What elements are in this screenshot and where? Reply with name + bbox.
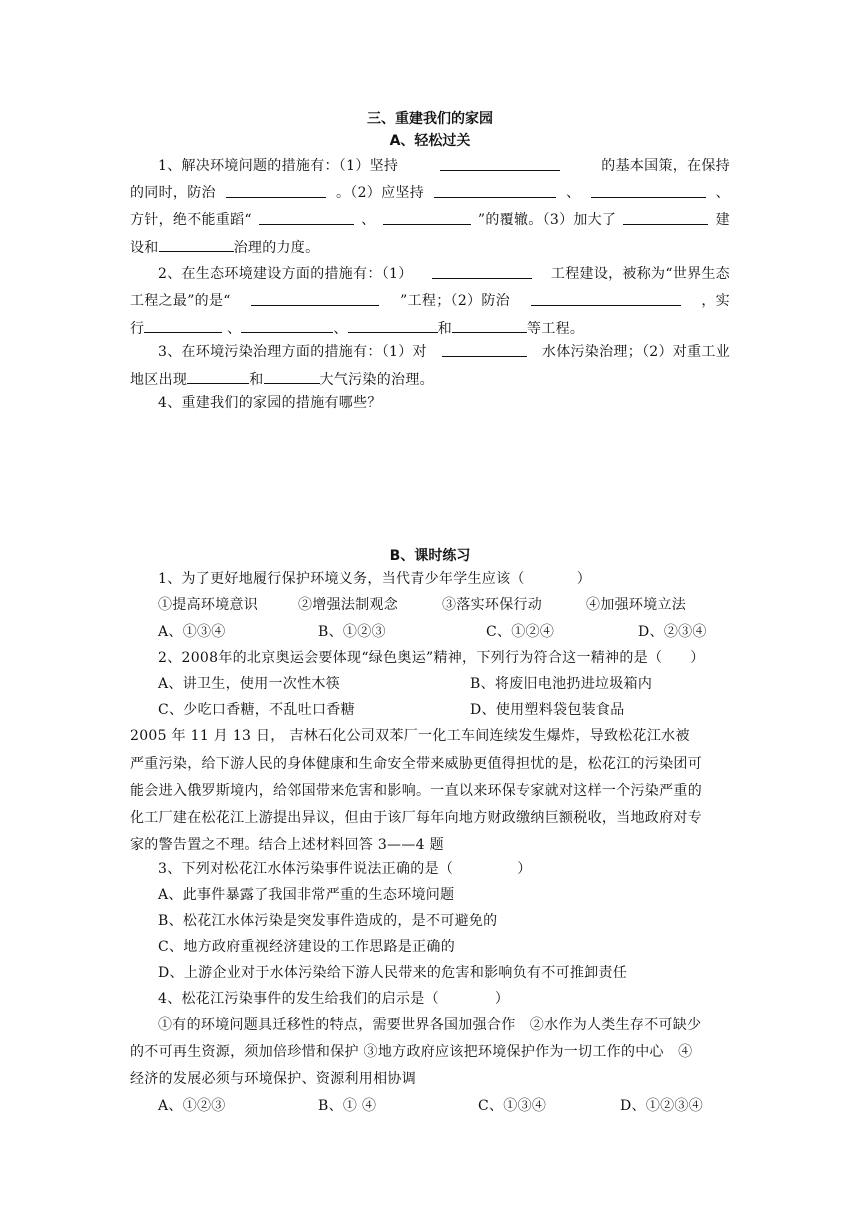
a-q2-line3: 行 、 、 和 等工程。: [130, 315, 730, 341]
blank: [187, 366, 249, 384]
a-q2-line2: 工程之最”的是“ ”工程；（2）防治 ，实: [130, 288, 730, 314]
b-q2-options-cd: [158, 697, 730, 723]
b-q4-option: B、① ④: [318, 1098, 377, 1114]
b-q4-option: D、①②③④: [620, 1098, 704, 1114]
b-q1-option: B、①②③: [318, 624, 386, 640]
blank: [452, 315, 527, 333]
b-q1-item: ②增强法制观念: [298, 597, 399, 613]
b-q1-options: [158, 619, 730, 645]
b-q1-stem: 1、为了更好地履行保护环境义务，当代青少年学生应该（ ）: [158, 571, 592, 587]
a-q1-line4: 设和 治理的力度。: [130, 234, 730, 260]
b-q1-item: ③落实环保行动: [442, 597, 543, 613]
b-q3-option: C、地方政府重视经济建设的工作思路是正确的: [158, 939, 456, 955]
b-q2-option: A、讲卫生，使用一次性木筷: [158, 676, 341, 692]
a-q2-line1: 2、在生态环境建设方面的措施有：（1） 工程建设，被称为“世界生态: [158, 261, 730, 287]
a-q3-line2: 地区出现 和 大气污染的治理。: [130, 366, 730, 392]
section-a-heading: A、轻松过关: [389, 133, 471, 149]
a-q1-line2: 的同时，防治 。（2）应坚持 、 、: [130, 180, 730, 206]
blank: [440, 153, 560, 171]
b-q2-option: C、少吃口香糖，不乱吐口香糖: [158, 702, 355, 718]
blank: [159, 234, 234, 252]
b-q1-items: [158, 592, 730, 618]
b-q3-option: A、此事件暴露了我国非常严重的生态环境问题: [158, 887, 455, 903]
b-q1-item: ④加强环境立法: [586, 597, 687, 613]
blank: [144, 315, 222, 333]
b-q2-options-ab: [158, 671, 730, 697]
material-line: 2005 年 11 月 13 日， 吉林石化公司双苯厂一化工车间连续发生爆炸，导致松花江水被: [130, 728, 690, 744]
b-q4-body: 经济的发展必须与环境保护、资源利用相协调: [130, 1071, 416, 1087]
a-q1-line1: 1、解决环境问题的措施有：（1）坚持 的基本国策，在保持: [158, 153, 730, 179]
material-line: 能会进入俄罗斯境内，给邻国带来危害和影响。一直以来环保专家就对这样一个污染严重的: [130, 783, 702, 799]
b-q4-options: [158, 1093, 730, 1119]
b-q1-option: D、②③④: [638, 624, 707, 640]
material-line: 家的警告置之不理。结合上述材料回答 3——4 题: [130, 837, 444, 853]
a-q1-line3: 方针，绝不能重蹈“ 、 ”的覆辙。（3）加大了 建: [130, 207, 730, 233]
b-q4-body: 的不可再生资源，须加倍珍惜和保护 ③地方政府应该把环境保护作为一切工作的中心 ④: [130, 1044, 693, 1060]
b-q4-option: A、①②③: [158, 1098, 226, 1114]
b-q3-option: D、上游企业对于水体污染给下游人民带来的危害和影响负有不可推卸责任: [158, 965, 628, 981]
material-line: 严重污染，给下游人民的身体健康和生命安全带来威胁更值得担忧的是，松花江的污染团可: [130, 756, 702, 772]
b-q4-stem: 4、松花江污染事件的发生给我们的启示是（ ）: [158, 991, 510, 1007]
b-q2-option: B、将废旧电池扔进垃圾箱内: [470, 676, 653, 692]
blank: [434, 180, 556, 198]
b-q2-stem: 2、2008年的北京奥运会要体现“绿色奥运”精神，下列行为符合这一精神的是（ ）: [158, 650, 705, 666]
b-q3-option: B、松花江水体污染是突发事件造成的，是不可避免的: [158, 913, 498, 929]
blank: [591, 180, 706, 198]
blank: [348, 315, 438, 333]
blank: [226, 180, 326, 198]
blank: [442, 339, 527, 357]
b-q1-option: A、①③④: [158, 624, 226, 640]
blank: [383, 207, 471, 225]
blank: [432, 261, 532, 279]
a-q3-line1: 3、在环境污染治理方面的措施有：（1）对 水体污染治理；（2）对重工业: [158, 339, 730, 365]
b-q3-stem: 3、下列对松花江水体污染事件说法正确的是（ ）: [158, 861, 532, 877]
a-q4: 4、重建我们的家园的措施有哪些？: [158, 395, 382, 411]
b-q1-item: ①提高环境意识: [158, 597, 259, 613]
b-q4-body: ①有的环境问题具迁移性的特点，需要世界各国加强合作 ②水作为人类生存不可缺少: [158, 1017, 702, 1033]
blank: [623, 207, 708, 225]
b-q2-option: D、使用塑料袋包装食品: [470, 702, 625, 718]
b-q4-option: C、①③④: [478, 1098, 547, 1114]
material-line: 化工厂建在松花江上游提出异议，但由于该厂每年向地方财政缴纳巨额税收，当地政府对专: [130, 810, 702, 826]
blank: [251, 288, 379, 306]
section-b-heading: B、课时练习: [389, 548, 471, 564]
page-title: 三、重建我们的家园: [367, 111, 493, 127]
blank: [259, 207, 354, 225]
b-q1-option: C、①②④: [486, 624, 555, 640]
blank: [264, 366, 320, 384]
blank: [241, 315, 333, 333]
blank: [531, 288, 681, 306]
